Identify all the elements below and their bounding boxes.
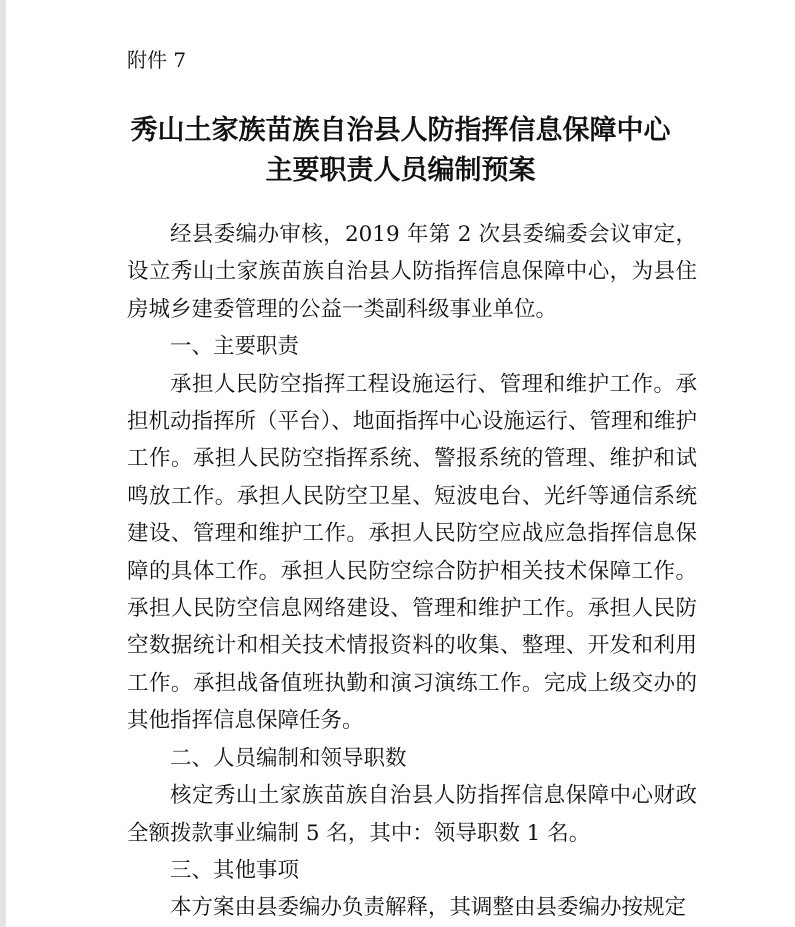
section-heading-other-matters: 三、其他事项 (170, 857, 300, 883)
document-body (127, 216, 697, 927)
document-page (6, 0, 795, 927)
intro-paragraph: 经县委编办审核，2019 年第 2 次县委编委会议审定，设立秀山土家族苗族自治县人防指挥信息保障中心，为县住房城乡建委管理的公益一类副科级事业单位。 (127, 222, 697, 322)
document-title-line-2: 主要职责人员编制预案 (265, 155, 536, 186)
attachment-label: 附件 7 (127, 48, 187, 72)
section-heading-main-duties: 一、主要职责 (170, 334, 300, 360)
document-title-line-1: 秀山土家族苗族自治县人防指挥信息保障中心 (130, 115, 671, 146)
other-matters-paragraph: 本方案由县委编办负责解释，其调整由县委编办按规定 (170, 895, 687, 921)
section-heading-staffing: 二、人员编制和领导职数 (170, 745, 407, 771)
staffing-paragraph: 核定秀山土家族苗族自治县人防指挥信息保障中心财政全额拨款事业编制 5 名，其中：领导职数 1 名。 (127, 783, 697, 846)
main-duties-paragraph: 承担人民防空指挥工程设施运行、管理和维护工作。承担机动指挥所（平台）、地面指挥中心设施运行、管理和维护工作。承担人民防空指挥系统、警报系统的管理、维护和试鸣放工作。承担人民防空卫星、短波电台、光纤等通信系统建设、管理和维护工作。承担人民防空应战应急指挥信息保障的具体工作。承担人民防空综合防护相关技术保障工作。承担人民防空信息网络建设、管理和维护工作。承担人民防空数据统计和相关技术情报资料的收集、整理、开发和利用工作。承担战备值班执勤和演习演练工作。完成上级交办的其他指挥信息保障任务。 (127, 371, 697, 734)
